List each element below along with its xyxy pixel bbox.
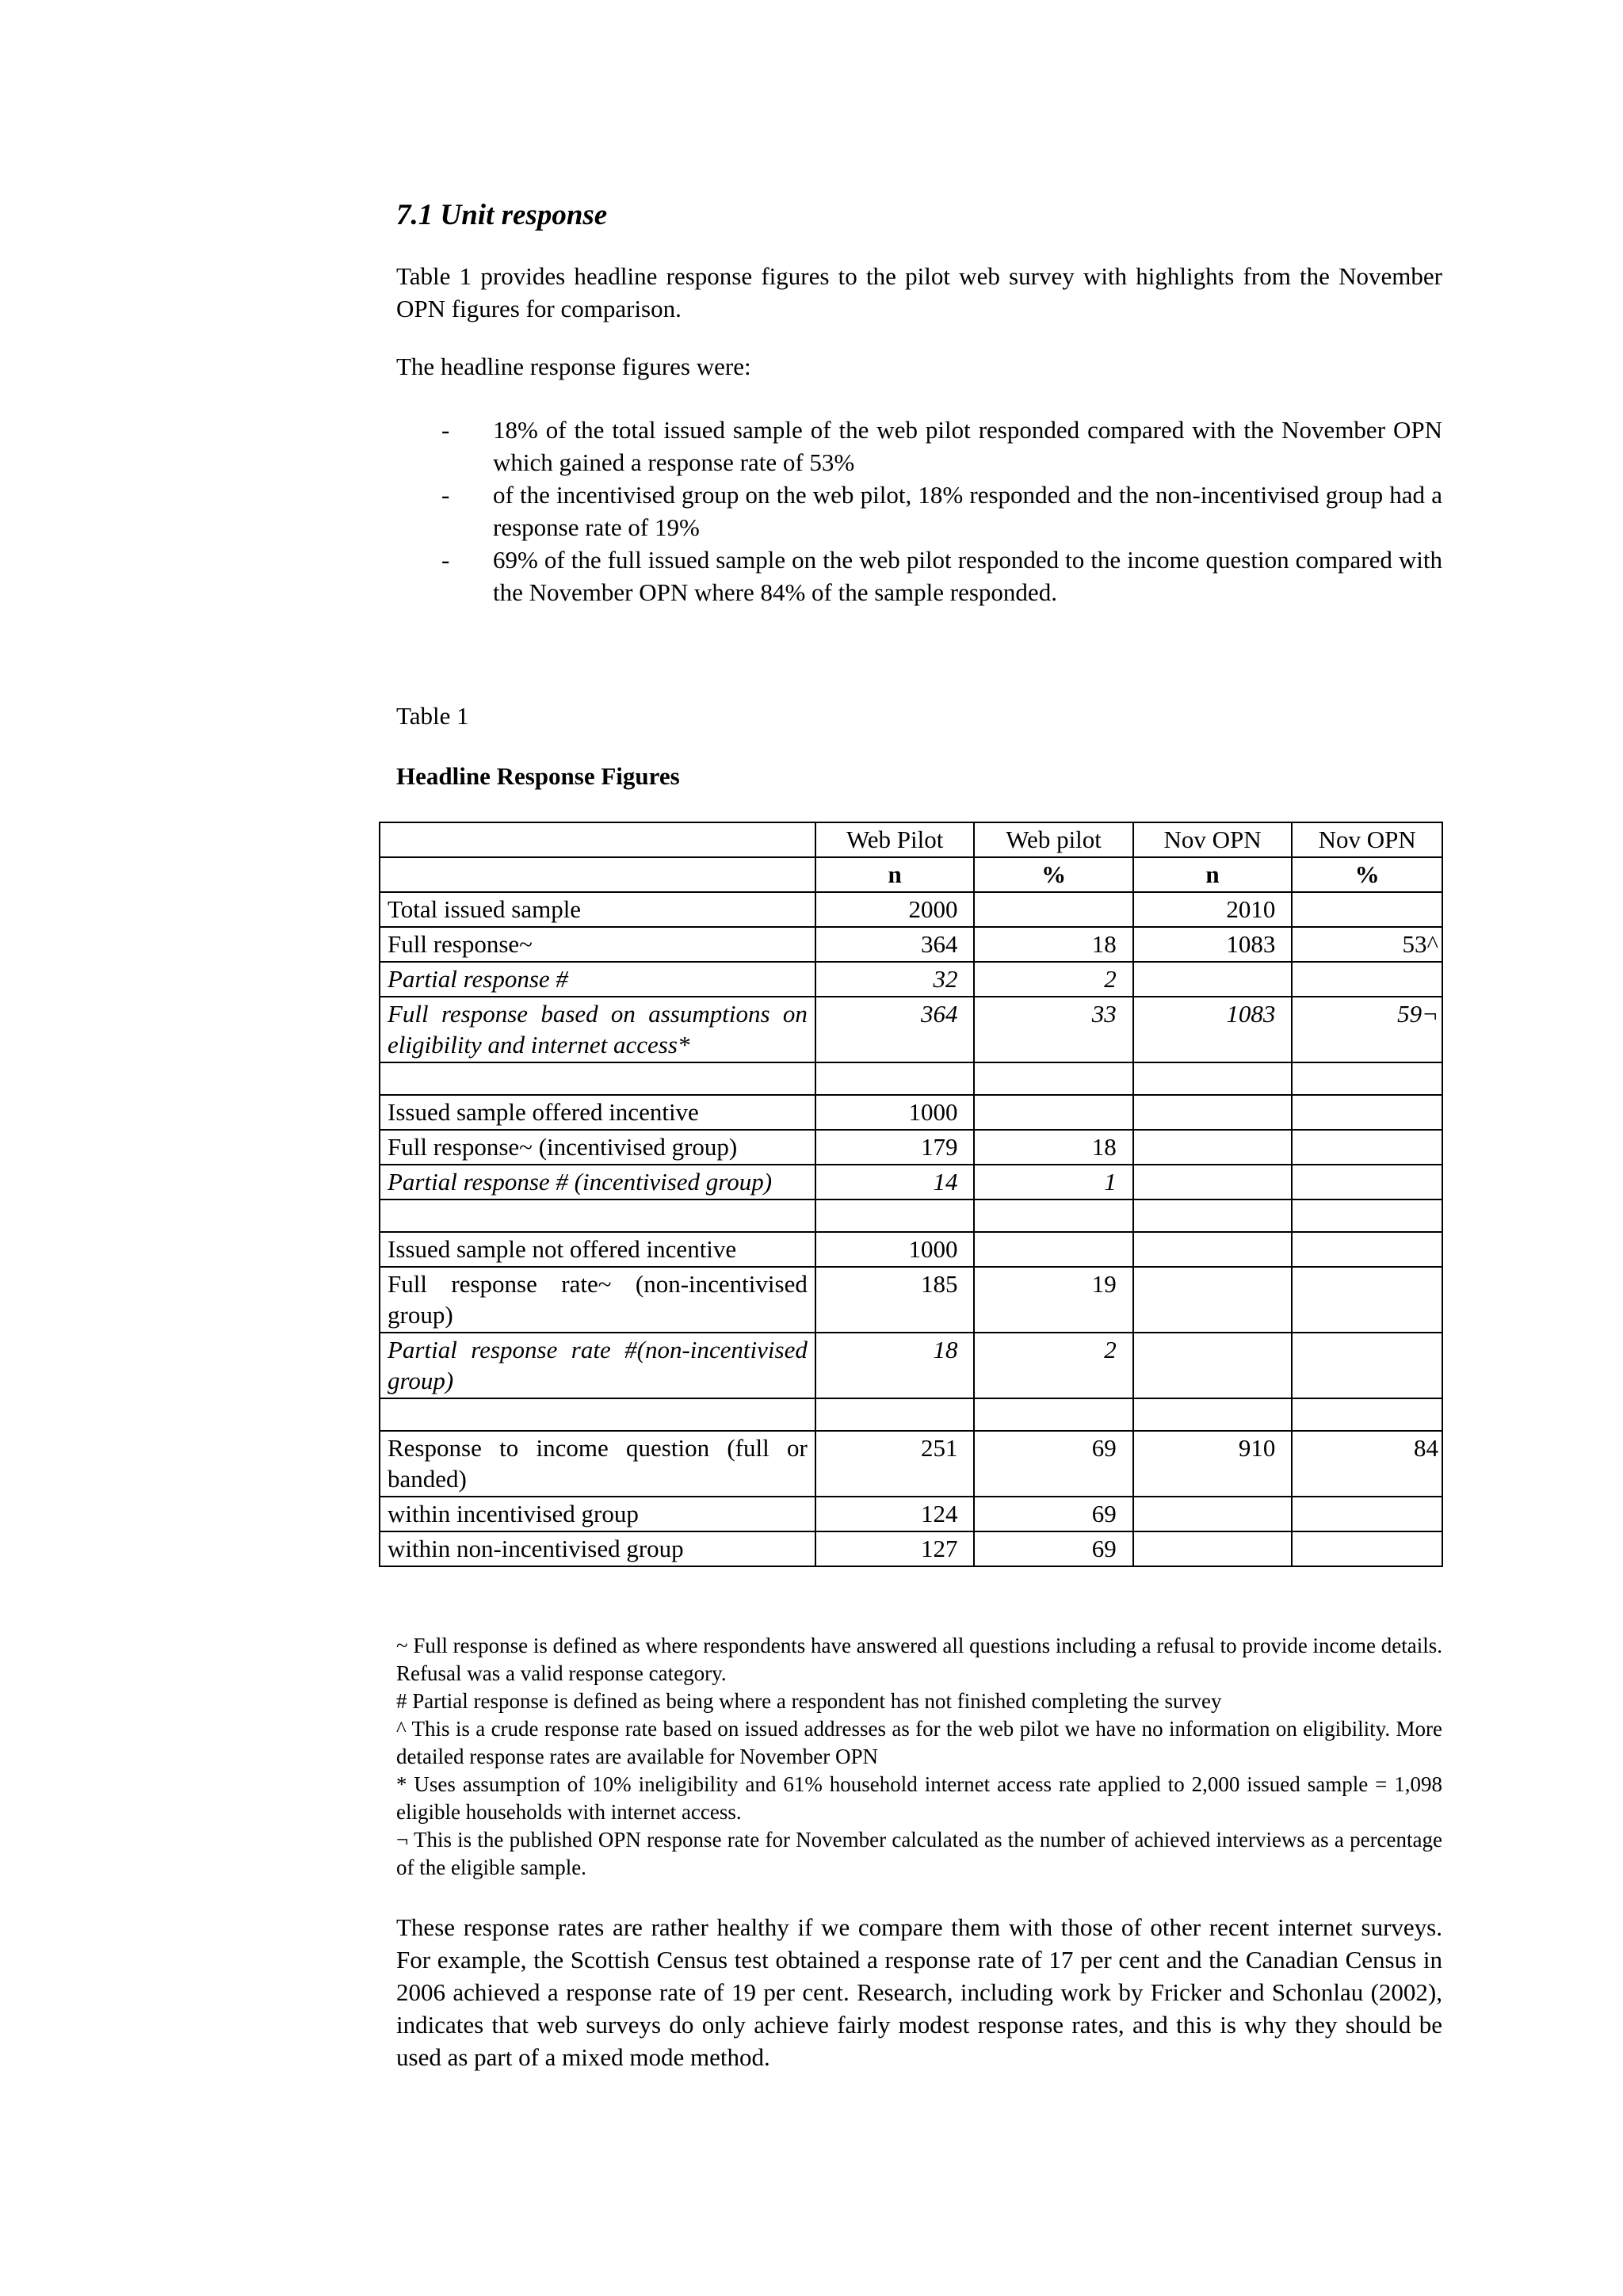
response-figures-table — [379, 822, 1443, 1567]
row-label-cell — [380, 1062, 815, 1095]
bullet-item: - 18% of the total issued sample of the web pilot responded compared with the November OPN which gained a response rate of 53% — [396, 414, 1442, 479]
footnote: ¬ This is the published OPN response rate for November calculated as the number of achieved interviews as a percentage of the eligible sample. — [396, 1828, 1442, 1879]
row-label-cell: Partial response rate #(non-incentivised group) — [380, 1333, 815, 1398]
table-title: Headline Response Figures — [396, 762, 680, 790]
value-cell: 32 — [815, 962, 975, 997]
value-cell: 2 — [974, 1333, 1132, 1398]
value-cell — [1292, 1165, 1442, 1199]
bullet-dash: - — [441, 481, 450, 509]
value-cell: 53^ — [1292, 927, 1442, 962]
table-row — [380, 1497, 1442, 1531]
table-caption: Table 1 — [396, 702, 469, 730]
value-cell: 69 — [974, 1431, 1132, 1497]
footnote: * Uses assumption of 10% ineligibility and 61% household internet access rate applied to 2,000 issued sample = 1,098 eligible households with internet access. — [396, 1772, 1442, 1824]
value-cell: 2 — [974, 962, 1132, 997]
value-cell — [1292, 1267, 1442, 1333]
table-row — [380, 1333, 1442, 1398]
value-cell — [815, 1199, 975, 1232]
table-row — [380, 1165, 1442, 1199]
value-cell: 1083 — [1133, 997, 1293, 1062]
value-cell — [1133, 1165, 1293, 1199]
value-cell: 14 — [815, 1165, 975, 1199]
table-row — [380, 1531, 1442, 1566]
value-cell — [1292, 1130, 1442, 1165]
value-cell: % — [1292, 857, 1442, 892]
value-cell — [1292, 1497, 1442, 1531]
row-label-cell — [380, 1398, 815, 1431]
value-cell — [1133, 962, 1293, 997]
value-cell: Web pilot — [974, 822, 1132, 857]
bullet-dash: - — [441, 416, 450, 444]
bullet-item: - 69% of the full issued sample on the web pilot responded to the income question compared with the November OPN where 84% of the sample responded. — [396, 543, 1442, 608]
value-cell — [1292, 892, 1442, 927]
table-header-row — [380, 822, 1442, 857]
table-row — [380, 1431, 1442, 1497]
value-cell — [1133, 1497, 1293, 1531]
table-row — [380, 1232, 1442, 1267]
intro-paragraph: Table 1 provides headline response figures to the pilot web survey with highlights from the November OPN figures for comparison. — [396, 262, 1442, 322]
bullet-item: - of the incentivised group on the web pilot, 18% responded and the non-incentivised group had a response rate of 19% — [396, 479, 1442, 543]
value-cell — [1133, 1199, 1293, 1232]
row-label-cell: Full response rate~ (non-incentivised group) — [380, 1267, 815, 1333]
value-cell — [1292, 1531, 1442, 1566]
table-row — [380, 1398, 1442, 1431]
row-label-cell: Full response~ — [380, 927, 815, 962]
table-row — [380, 1267, 1442, 1333]
value-cell — [1292, 962, 1442, 997]
value-cell — [1133, 1333, 1293, 1398]
value-cell — [1292, 1199, 1442, 1232]
row-label-cell: Total issued sample — [380, 892, 815, 927]
table-footnotes — [396, 1632, 1442, 1882]
row-label-cell: Issued sample not offered incentive — [380, 1232, 815, 1267]
value-cell — [1133, 1398, 1293, 1431]
footnote: ^ This is a crude response rate based on issued addresses as for the web pilot we have no information on eligibility. More detailed response rates are available for November OPN — [396, 1717, 1442, 1768]
value-cell — [1292, 1333, 1442, 1398]
value-cell: 1000 — [815, 1095, 975, 1130]
table-row — [380, 927, 1442, 962]
value-cell — [1133, 1267, 1293, 1333]
value-cell: 364 — [815, 997, 975, 1062]
row-label-cell — [380, 857, 815, 892]
closing-paragraph: These response rates are rather healthy if we compare them with those of other recent internet surveys. For example, the Scottish Census test obtained a response rate of 17 per cent and the Canadian Census in 2006 achieved a response rate of 19 per cent. Research, including work by Fricker and Schonlau (2002), indicates that web surveys do only achieve fairly modest response rates, and this is why they should be used as part of a mixed mode method. — [396, 1913, 1442, 2071]
value-cell: 1 — [974, 1165, 1132, 1199]
value-cell: 179 — [815, 1130, 975, 1165]
row-label-cell — [380, 1199, 815, 1232]
value-cell — [815, 1062, 975, 1095]
value-cell — [1133, 1130, 1293, 1165]
table-row — [380, 1199, 1442, 1232]
value-cell: n — [815, 857, 975, 892]
row-label-cell: Issued sample offered incentive — [380, 1095, 815, 1130]
value-cell — [1292, 1062, 1442, 1095]
value-cell: 18 — [974, 1130, 1132, 1165]
row-label-cell: Full response based on assumptions on eligibility and internet access* — [380, 997, 815, 1062]
value-cell: Nov OPN — [1133, 822, 1293, 857]
row-label-cell: Full response~ (incentivised group) — [380, 1130, 815, 1165]
row-label-cell: Partial response # — [380, 962, 815, 997]
bullet-dash: - — [441, 546, 450, 574]
value-cell: 364 — [815, 927, 975, 962]
value-cell — [974, 1398, 1132, 1431]
table-row — [380, 962, 1442, 997]
value-cell — [1133, 1062, 1293, 1095]
value-cell: 1000 — [815, 1232, 975, 1267]
value-cell — [1292, 1232, 1442, 1267]
value-cell — [1292, 1398, 1442, 1431]
table-row — [380, 1095, 1442, 1130]
value-cell: 2010 — [1133, 892, 1293, 927]
value-cell: 59¬ — [1292, 997, 1442, 1062]
table-row — [380, 1062, 1442, 1095]
table-subheader-row — [380, 857, 1442, 892]
row-label-cell: within incentivised group — [380, 1497, 815, 1531]
row-label-cell — [380, 822, 815, 857]
value-cell: 69 — [974, 1497, 1132, 1531]
value-cell — [815, 1398, 975, 1431]
value-cell — [974, 1062, 1132, 1095]
value-cell: 33 — [974, 997, 1132, 1062]
value-cell: Nov OPN — [1292, 822, 1442, 857]
section-heading: 7.1 Unit response — [396, 199, 608, 231]
value-cell — [974, 1095, 1132, 1130]
headline-bullet-list — [396, 414, 1442, 608]
row-label-cell: within non-incentivised group — [380, 1531, 815, 1566]
value-cell: Web Pilot — [815, 822, 975, 857]
value-cell: 124 — [815, 1497, 975, 1531]
row-label-cell: Response to income question (full or banded) — [380, 1431, 815, 1497]
value-cell — [974, 1199, 1132, 1232]
value-cell — [1133, 1232, 1293, 1267]
value-cell: 18 — [815, 1333, 975, 1398]
value-cell: 910 — [1133, 1431, 1293, 1497]
footnote: ~ Full response is defined as where respondents have answered all questions including a refusal to provide income details. Refusal was a valid response category. — [396, 1634, 1443, 1685]
table-row — [380, 892, 1442, 927]
value-cell: 2000 — [815, 892, 975, 927]
value-cell: % — [974, 857, 1132, 892]
value-cell: 251 — [815, 1431, 975, 1497]
value-cell — [974, 1232, 1132, 1267]
value-cell — [1292, 1095, 1442, 1130]
value-cell: n — [1133, 857, 1293, 892]
value-cell: 19 — [974, 1267, 1132, 1333]
value-cell — [974, 892, 1132, 927]
value-cell — [1133, 1531, 1293, 1566]
row-label-cell: Partial response # (incentivised group) — [380, 1165, 815, 1199]
value-cell: 84 — [1292, 1431, 1442, 1497]
value-cell: 69 — [974, 1531, 1132, 1566]
headline-intro: The headline response figures were: — [396, 353, 751, 380]
footnote: # Partial response is defined as being where a respondent has not finished completing the survey — [396, 1689, 1222, 1713]
table-row — [380, 997, 1442, 1062]
value-cell: 127 — [815, 1531, 975, 1566]
value-cell — [1133, 1095, 1293, 1130]
value-cell: 1083 — [1133, 927, 1293, 962]
value-cell: 185 — [815, 1267, 975, 1333]
table-row — [380, 1130, 1442, 1165]
value-cell: 18 — [974, 927, 1132, 962]
